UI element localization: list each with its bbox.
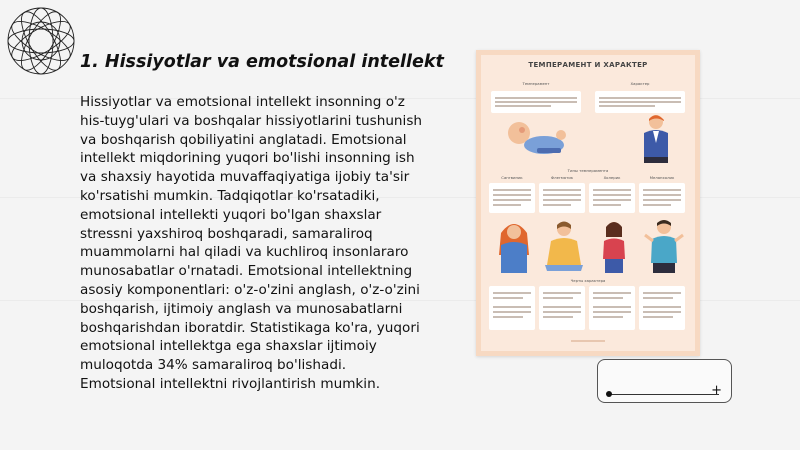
poster-type-label: Меланхолик bbox=[649, 175, 675, 180]
slider-track[interactable] bbox=[608, 394, 719, 395]
poster-type-label: Флегматик bbox=[550, 175, 574, 180]
slide-title: 1. Hissiyotlar va emotsional intellekt bbox=[80, 52, 444, 72]
poster-card bbox=[491, 91, 581, 113]
temperament-poster-image bbox=[476, 50, 700, 356]
slider-knob-icon[interactable] bbox=[606, 391, 612, 397]
poster-figure-sanguine bbox=[491, 215, 537, 275]
poster-type-label: Холерик bbox=[603, 175, 621, 180]
poster-card bbox=[595, 91, 685, 113]
zoom-slider-control[interactable] bbox=[597, 359, 732, 403]
poster-footer-line bbox=[571, 340, 605, 342]
poster-card bbox=[539, 286, 585, 330]
plus-icon[interactable]: + bbox=[711, 383, 722, 398]
poster-card bbox=[639, 183, 685, 213]
poster-col-temperament: Темперамент bbox=[522, 81, 550, 86]
spirograph-logo-icon bbox=[3, 3, 79, 79]
poster-title: ТЕМПЕРАМЕНТ И ХАРАКТЕР bbox=[528, 61, 648, 69]
poster-section-types: Типы темперамента bbox=[567, 168, 609, 173]
poster-card bbox=[489, 286, 535, 330]
poster-figure-choleric bbox=[591, 215, 637, 275]
poster-card bbox=[589, 286, 635, 330]
poster-section-traits: Черты характера bbox=[570, 278, 606, 283]
poster-illustration-baby bbox=[499, 115, 579, 160]
slide-body-text: Hissiyotlar va emotsional intellekt insonning o'z his-tuyg'ulari va boshqalar hissiyotlarini tushunish va boshqarish qobiliyatini anglatadi. Emotsional intellekt miqdorining yuqori bo'lishi insonning ish va shaxsiy hayotida muvaffaqiyatiga ijobiy ta'sir ko'rsatishi mumkin. Tadqiqotlar ko'rsatadiki, emotsional intellekti yuqori bo'lgan shaxslar stressni yaxshiroq boshqaradi, samaraliroq muammolarni hal qiladi va kuchliroq insonlararo munosabatlar o'rnatadi. Emotsional intellektning asosiy komponentlari: o'z-o'zini anglash, o'z-o'zini boshqarish, ijtimoiy anglash va munosabatlarni boshqarishdan iboratdir. Statistikaga ko'ra, yuqori emotsional intellektga ega shaxslar ijtimoiy muloqotda 34% samaraliroq bo'lishadi. Emotsional intellektni rivojlantirish mumkin. bbox=[80, 94, 423, 392]
poster-col-character: Характер bbox=[630, 81, 650, 86]
poster-card bbox=[589, 183, 635, 213]
poster-card bbox=[639, 286, 685, 330]
poster-figure-melancholic bbox=[641, 213, 687, 275]
poster-card bbox=[489, 183, 535, 213]
poster-figure-phlegmatic bbox=[541, 215, 587, 275]
poster-card bbox=[539, 183, 585, 213]
poster-type-label: Сангвиник bbox=[501, 175, 523, 180]
poster-sheet bbox=[481, 55, 695, 351]
poster-illustration-man bbox=[631, 113, 681, 165]
